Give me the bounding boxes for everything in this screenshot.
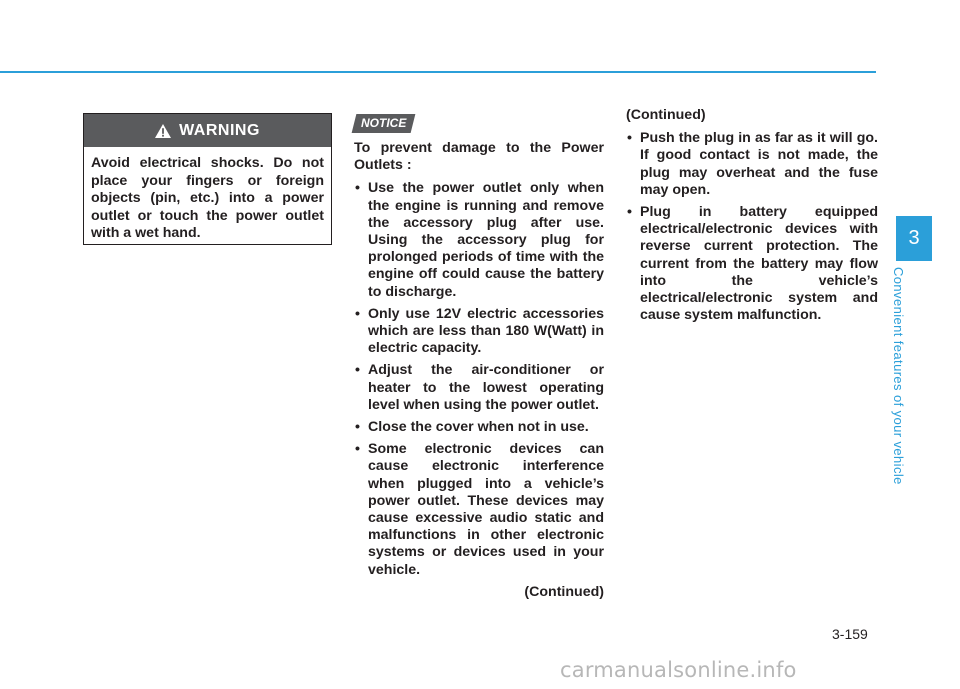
notice-column [354,140,604,601]
watermark: carmanualsonline.info [560,658,797,682]
list-item: • Plug in battery equipped electrical/electronic devices with reverse current protection. The current from the battery may flow into the vehicle’s electrical/electronic system and cause system malfunction. [626,204,878,324]
notice-list [354,180,604,578]
list-item: • Adjust the air-conditioner or heater to the lowest operating level when using the power outlet. [354,362,604,414]
list-item: • Use the power outlet only when the engine is running and remove the accessory plug after use. Using the accessory plug for prolonged periods of time with the engine off could cause the battery to discharge. [354,180,604,300]
chapter-title: Convenient features of your vehicle [891,267,906,485]
warning-header [84,114,331,147]
top-rule [0,71,876,73]
list-item: • Only use 12V electric accessories which are less than 180 W(Watt) in electric capacity. [354,306,604,358]
chapter-number: 3 [908,227,920,249]
chapter-tab [896,216,932,261]
notice-badge-label: NOTICE [361,116,407,130]
page-number: 3-159 [832,626,868,642]
continued-end-label: (Continued) [524,583,604,600]
continued-list [626,130,878,324]
warning-text: Avoid electrical shocks. Do not place your fingers or foreign objects (pin, etc.) into a power outlet or touch the power outlet with a wet hand. [91,155,324,241]
list-item: • Push the plug in as far as it will go. If good contact is not made, the plug may overheat and the fuse may open. [626,130,878,199]
notice-intro: To prevent damage to the Power Outlets : [354,140,604,174]
continued-column [626,107,878,329]
notice-badge [352,114,416,133]
list-item: • Close the cover when not in use. [354,419,604,436]
continued-start-label: (Continued) [626,107,706,123]
list-item: • Some electronic devices can cause electronic interference when plugged into a vehicle’s power outlet. These devices may cause excessive audio static and malfunctions in other electronic systems or devices used in your vehicle. [354,441,604,579]
warning-box [83,113,332,245]
warning-title: WARNING [179,121,260,139]
warning-triangle-icon [155,124,171,138]
